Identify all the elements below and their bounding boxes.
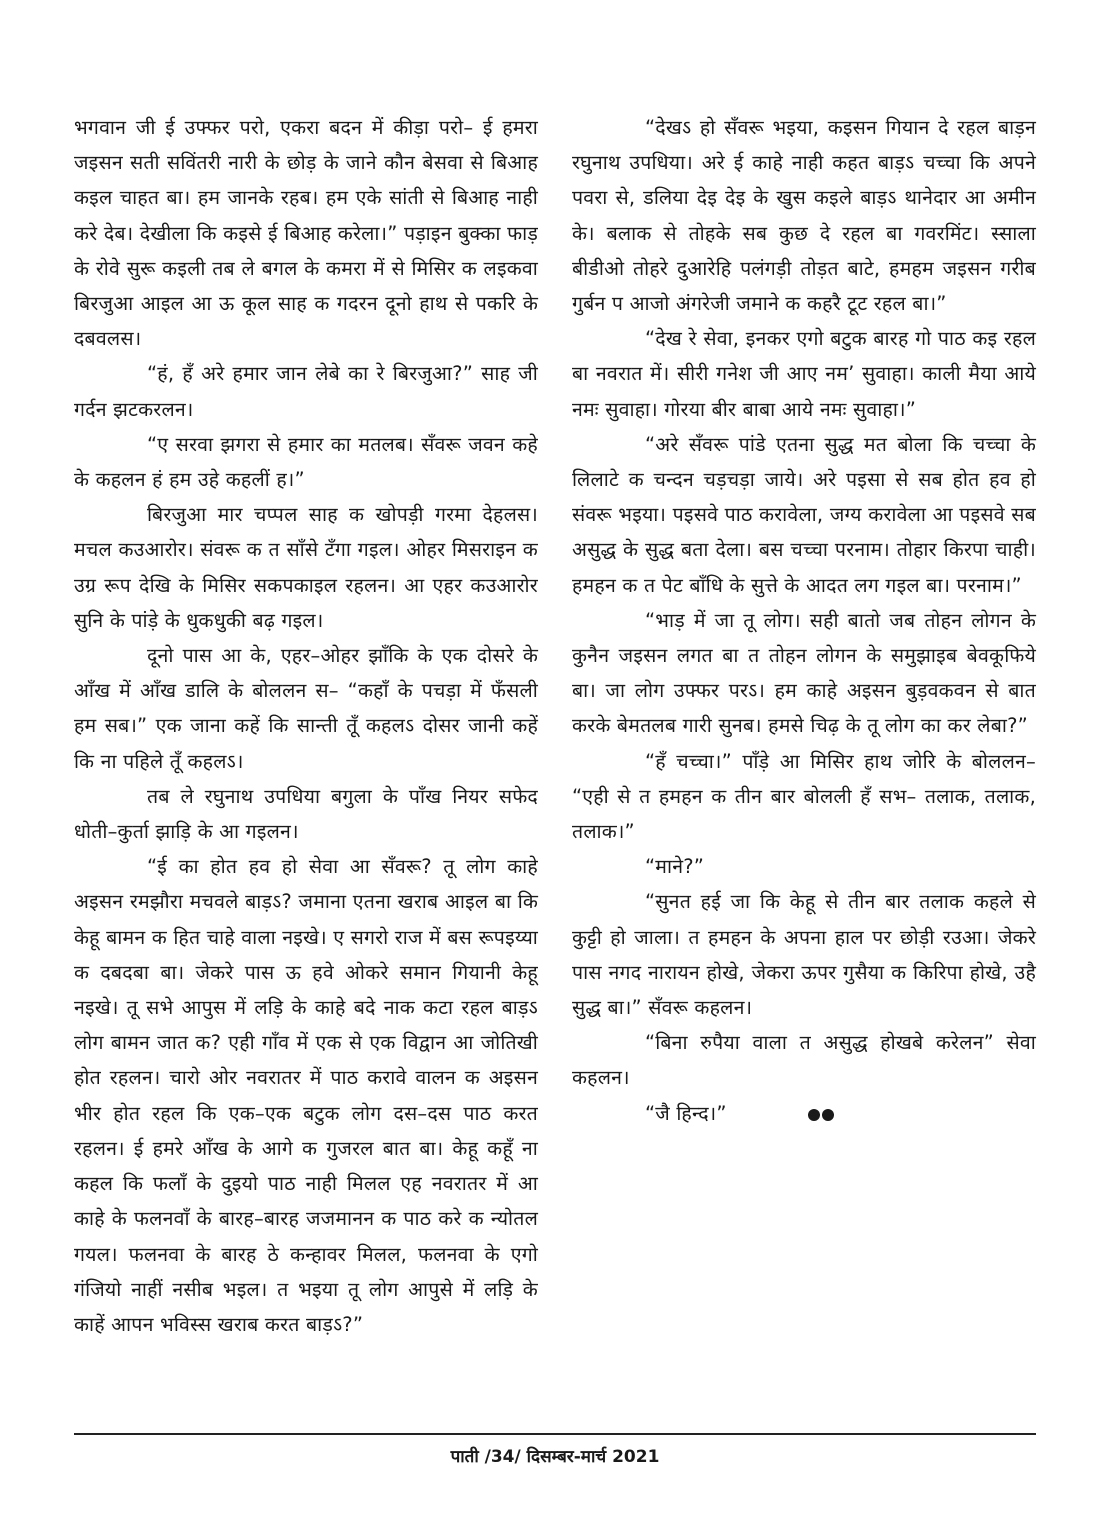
paragraph: “ए सरवा झगरा से हमार का मतलब। सँवरू जवन कहे के कहलन हं हम उहे कहलीं ह।” [74, 432, 538, 492]
paragraph: दूनो पास आ के, एहर–ओहर झाँकि के एक दोसरे के आँख में आँख डालि के बोललन स– “कहाँ के पचड़ा में फँसली हम सब।” एक जाना कहें कि सान्ती तूँ कहलऽ दोसर जानी कहें कि ना पहिले तूँ कहलऽ। [74, 644, 538, 773]
paragraph: “भाड़ में जा तू लोग। सही बातो जब तोहन लोगन के कुनैन जइसन लगत बा त तोहन लोगन के समुझाइब बेवकूफिये बा। जा लोग उफ्फर परऽ। हम काहे अइसन बुड़वकवन से बात करके बेमतलब गारी सुनब। हमसे चिढ़ के तू लोग का कर लेबा?” [572, 608, 1036, 738]
closing-text: “जै हिन्द।” [645, 1101, 727, 1125]
paragraph: भगवान जी ई उफ्फर परो, एकरा बदन में कीड़ा परो– ई हमरा जइसन सती सविंतरी नारी के छोड़ के जाने कौन बेसवा से बिआह कइल चाहत बा। हम जानके रहब। हम एके सांती से बिआह नाही करे देब। देखीला कि कइसे ई बिआह करेला।” पड़ाइन बुक्का फाड़ के रोवे सुरू कइली तब ले बगल के कमरा में से मिसिर क लइकवा बिरजुआ आइल आ ऊ कूल साह क गदरन दूनो हाथ से पकरि के दबवलस। [74, 116, 538, 351]
paragraph: “देख रे सेवा, इनकर एगो बटुक बारह गो पाठ कइ रहल बा नवरात में। सीरी गनेश जी आए नम’ सुवाहा। काली मैया आये नमः सुवाहा। गोरया बीर बाबा आये नमः सुवाहा।” [572, 327, 1036, 421]
end-of-story-bullets-icon [735, 1097, 836, 1132]
paragraph: बिरजुआ मार चप्पल साह क खोपड़ी गरमा देहलस। मचल कउआरोर। संवरू क त साँसे टँगा गइल। ओहर मिसराइन क उग्र रूप देखि के मिसिर सकपकाइल रहलन। आ एहर कउआरोर सुनि के पांड़े के धुकधुकी बढ़ गइल। [74, 503, 538, 632]
paragraph: “माने?” [645, 855, 705, 879]
paragraph: “ई का होत हव हो सेवा आ सँवरू? तू लोग काहे अइसन रमझौरा मचवले बाड़ऽ? जमाना एतना खराब आइल बा कि केहू बामन क हित चाहे वाला नइखे। ए सगरो राज में बस रूपइय्या क दबदबा बा। जेकरे पास ऊ हवे ओकरे समान गियानी केहू नइखे। तू सभे आपुस में लड़ि के काहे बदे नाक कटा रहल बाड़ऽ लोग बामन जात क? एही गाँव में एक से एक विद्वान आ जोतिखी होत रहलन। चारो ओर नवरातर में पाठ करावे वालन क अइसन भीर होत रहल कि एक–एक बटुक लोग दस–दस पाठ करत रहलन। ई हमरे आँख के आगे क गुजरल बात बा। केहू कहूँ ना कहल कि फलाँ के दुइयो पाठ नाही मिलल एह नवरातर में आ काहे के फलनवाँ के बारह–बारह जजमानन क पाठ करे क न्योतल गयल। फलनवा के बारह ठे कन्हावर मिलल, फलनवा के एगो गंजियो नाहीं नसीब भइल। त भइया तू लोग आपुसे में लड़ि के काहें आपन भविस्स खराब करत बाड़ऽ?” [74, 855, 538, 1336]
right-text-column [572, 110, 1036, 1132]
paragraph: “बिना रुपैया वाला त असुद्ध होखबे करेलन” सेवा कहलन। [572, 1031, 1036, 1090]
closing-paragraph [572, 1096, 1036, 1132]
paragraph: “हं, हँ अरे हमार जान लेबे का रे बिरजुआ?” साह जी गर्दन झटकरलन। [74, 362, 538, 421]
footer-divider [74, 1433, 1036, 1435]
page-footer: पाती /34/ दिसम्बर-मार्च 2021 [450, 1447, 660, 1467]
paragraph: “हँ चच्चा।” पाँड़े आ मिसिर हाथ जोरि के बोललन– “एही से त हमहन क तीन बार बोलली हँ सभ– तलाक, तलाक, तलाक।” [572, 749, 1036, 844]
paragraph: “देखऽ हो सँवरू भइया, कइसन गियान दे रहल बाड़न रघुनाथ उपधिया। अरे ई काहे नाही कहत बाड़ऽ चच्चा कि अपने पवरा से, डलिया देइ देइ के खुस कइले बाड़ऽ थानेदार आ अमीन के। बलाक से तोहके सब कुछ दे रहल बा गवरमिंट। स्साला बीडीओ तोहरे दुआरेहि पलंगड़ी तोड़त बाटे, हमहम जइसन गरीब गुर्बन प आजो अंगरेजी जमाने क कहरै टूट रहल बा।” [572, 116, 1036, 316]
paragraph: “सुनत हई जा कि केहू से तीन बार तलाक कहले से कुट्टी हो जाला। त हमहन के अपना हाल पर छोड़ी रउआ। जेकरे पास नगद नारायन होखे, जेकरा ऊपर गुसैया क किरिपा होखे, उहै सुद्ध बा।” सँवरू कहलन। [572, 890, 1036, 1020]
left-text-column [74, 110, 538, 1342]
paragraph: “अरे सँवरू पांडे एतना सुद्ध मत बोला कि चच्चा के लिलाटे क चन्दन चड़चड़ा जाये। अरे पइसा से सब होत हव हो संवरू भइया। पइसवे पाठ करावेला, जग्य करावेला आ पइसवे सब असुद्ध के सुद्ध बता देला। बस चच्चा परनाम। तोहार किरपा चाही। हमहन क त पेट बाँधि के सुत्ते के आदत लग गइल बा। परनाम।” [572, 432, 1036, 597]
paragraph: तब ले रघुनाथ उपधिया बगुला के पाँख नियर सफेद धोती–कुर्ता झाड़ि के आ गइलन। [74, 784, 538, 844]
